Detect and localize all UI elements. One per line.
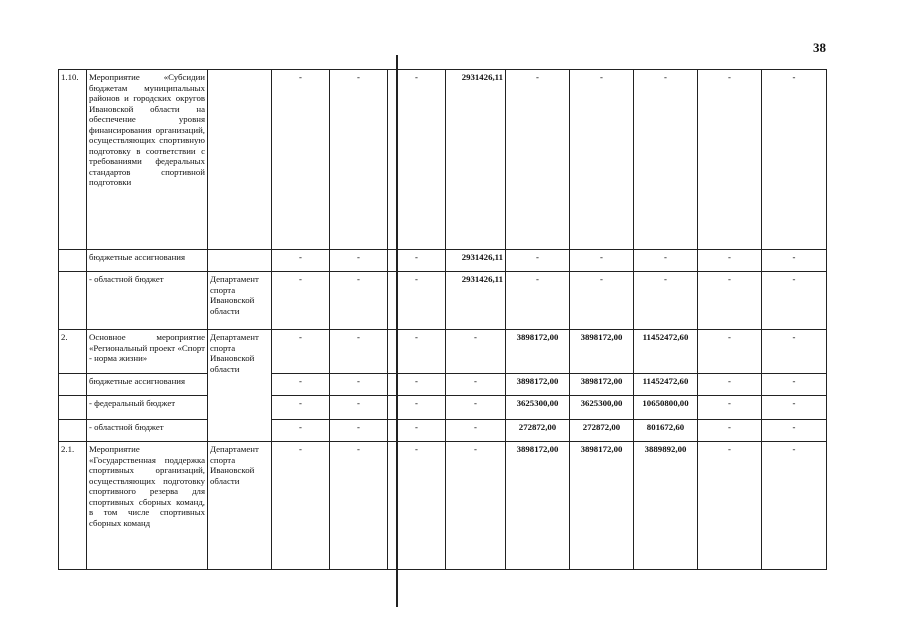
executor — [208, 70, 272, 250]
value-cell: 3898172,00 — [506, 442, 570, 570]
value-cell: - — [698, 374, 762, 396]
event-name: бюджетные ассигнования — [87, 250, 208, 272]
value-cell: - — [272, 396, 330, 420]
value-cell: - — [330, 330, 388, 374]
value-cell: - — [388, 374, 446, 396]
row-number — [59, 272, 87, 330]
value-cell: 3898172,00 — [506, 330, 570, 374]
value-cell: - — [272, 250, 330, 272]
value-cell: - — [698, 250, 762, 272]
value-cell: - — [330, 272, 388, 330]
table-row — [59, 396, 827, 420]
value-cell: 10650800,00 — [634, 396, 698, 420]
event-name: бюджетные ассигнования — [87, 374, 208, 396]
value-cell: 3898172,00 — [570, 330, 634, 374]
row-number: 1.10. — [59, 70, 87, 250]
table-row — [59, 420, 827, 442]
value-cell: - — [272, 374, 330, 396]
value-cell: - — [330, 442, 388, 570]
budget-table — [58, 69, 827, 570]
value-cell: - — [634, 70, 698, 250]
value-cell: - — [762, 442, 827, 570]
value-cell: - — [446, 330, 506, 374]
value-cell: - — [698, 442, 762, 570]
value-cell: - — [330, 250, 388, 272]
executor — [208, 250, 272, 272]
value-cell: - — [698, 70, 762, 250]
page-number: 38 — [813, 40, 826, 55]
table-row — [59, 374, 827, 396]
scan-fold-line — [396, 55, 398, 607]
value-cell: - — [762, 272, 827, 330]
event-name: Мероприятие «Субсидии бюджетам муниципальных районов и городских округов Ивановской области на обеспечение уровня финансирования организаций, осуществляющих спортивную подготовку в соответствии с требованиями федеральных стандартов спортивной подготовки — [87, 70, 208, 250]
value-cell: 11452472,60 — [634, 330, 698, 374]
value-cell: - — [388, 396, 446, 420]
value-cell: 801672,60 — [634, 420, 698, 442]
value-cell: - — [330, 396, 388, 420]
value-cell: 272872,00 — [570, 420, 634, 442]
value-cell: - — [272, 330, 330, 374]
value-cell: - — [634, 272, 698, 330]
value-cell: 11452472,60 — [634, 374, 698, 396]
value-cell: - — [762, 420, 827, 442]
event-name: - областной бюджет — [87, 420, 208, 442]
event-name: Мероприятие «Государственная поддержка спортивных организаций, осуществляющих подготовку спортивного резерва для спортивных сборных команд, в том числе спортивных сборных команд — [87, 442, 208, 570]
value-cell: - — [506, 272, 570, 330]
value-cell: - — [762, 250, 827, 272]
value-cell: - — [388, 272, 446, 330]
value-cell: - — [570, 70, 634, 250]
table-row — [59, 250, 827, 272]
value-cell: - — [634, 250, 698, 272]
value-cell: 2931426,11 — [446, 272, 506, 330]
row-number: 2.1. — [59, 442, 87, 570]
value-cell: - — [506, 250, 570, 272]
value-cell: - — [388, 420, 446, 442]
executor: Департамент спорта Ивановской области — [208, 330, 272, 442]
value-cell: - — [272, 70, 330, 250]
table-row — [59, 442, 827, 570]
value-cell: 3898172,00 — [570, 374, 634, 396]
value-cell: - — [330, 374, 388, 396]
event-name: - федеральный бюджет — [87, 396, 208, 420]
row-number — [59, 250, 87, 272]
table-row — [59, 272, 827, 330]
value-cell: - — [272, 420, 330, 442]
table-row — [59, 330, 827, 374]
value-cell: - — [762, 396, 827, 420]
value-cell: - — [698, 272, 762, 330]
value-cell: - — [762, 330, 827, 374]
value-cell: - — [446, 374, 506, 396]
value-cell: 2931426,11 — [446, 250, 506, 272]
value-cell: - — [388, 70, 446, 250]
executor: Департамент спорта Ивановской области — [208, 442, 272, 570]
value-cell: 3889892,00 — [634, 442, 698, 570]
value-cell: - — [446, 396, 506, 420]
value-cell: - — [698, 330, 762, 374]
value-cell: - — [446, 442, 506, 570]
value-cell: - — [570, 272, 634, 330]
row-number — [59, 420, 87, 442]
value-cell: - — [570, 250, 634, 272]
value-cell: 3625300,00 — [570, 396, 634, 420]
row-number — [59, 374, 87, 396]
value-cell: - — [506, 70, 570, 250]
event-name: Основное мероприятие «Региональный проект «Спорт - норма жизни» — [87, 330, 208, 374]
value-cell: - — [388, 250, 446, 272]
value-cell: - — [330, 420, 388, 442]
value-cell: - — [762, 374, 827, 396]
value-cell: 272872,00 — [506, 420, 570, 442]
table-row — [59, 70, 827, 250]
value-cell: 3898172,00 — [570, 442, 634, 570]
value-cell: - — [272, 442, 330, 570]
row-number — [59, 396, 87, 420]
value-cell: - — [698, 420, 762, 442]
value-cell: 3625300,00 — [506, 396, 570, 420]
value-cell: - — [388, 442, 446, 570]
executor: Департамент спорта Ивановской области — [208, 272, 272, 330]
value-cell: - — [388, 330, 446, 374]
value-cell: - — [272, 272, 330, 330]
value-cell: 3898172,00 — [506, 374, 570, 396]
row-number: 2. — [59, 330, 87, 374]
event-name: - областной бюджет — [87, 272, 208, 330]
value-cell: 2931426,11 — [446, 70, 506, 250]
value-cell: - — [330, 70, 388, 250]
value-cell: - — [446, 420, 506, 442]
value-cell: - — [762, 70, 827, 250]
value-cell: - — [698, 396, 762, 420]
